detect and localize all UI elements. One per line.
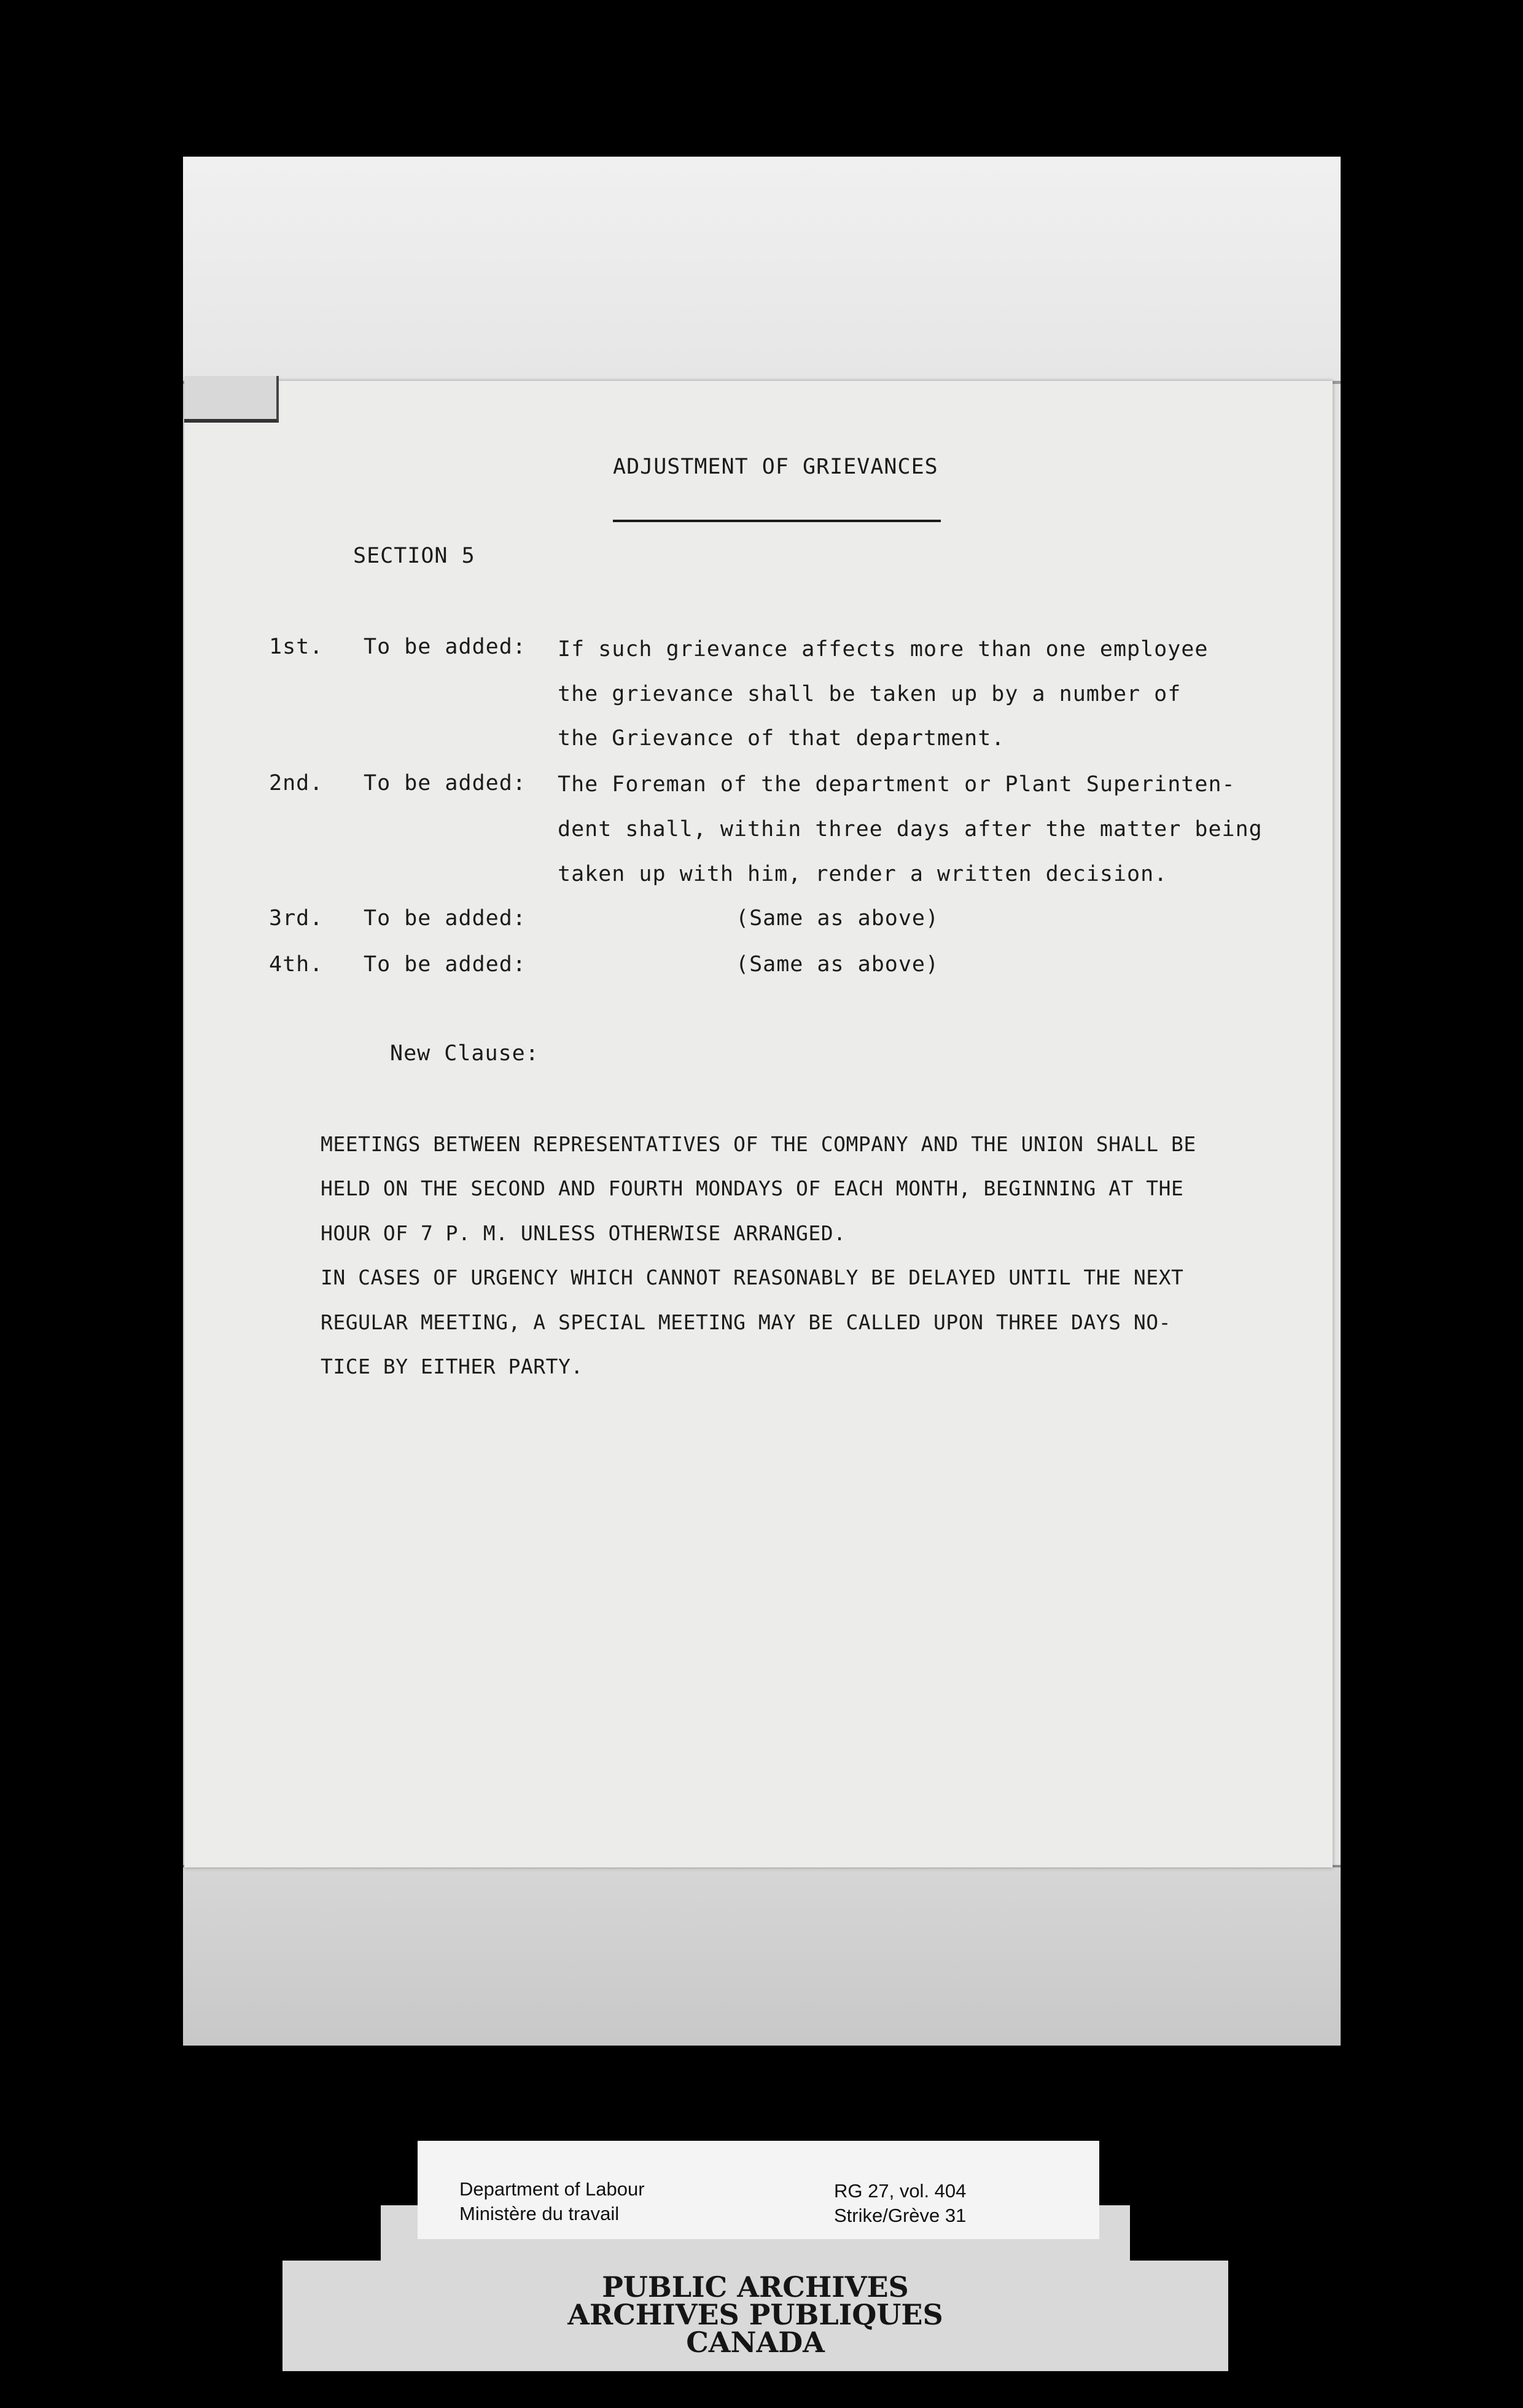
- clause-line: HOUR OF 7 P. M. UNLESS OTHERWISE ARRANGED.: [321, 1221, 846, 1245]
- clause-line: TICE BY EITHER PARTY.: [321, 1354, 583, 1378]
- item-label: To be added:: [364, 906, 526, 931]
- record-group-reference: RG 27, vol. 404: [834, 2180, 967, 2202]
- item-ordinal: 4th.: [269, 952, 324, 977]
- item-ordinal: 2nd.: [269, 771, 324, 796]
- stamp-line-canada: CANADA: [686, 2326, 825, 2359]
- clause-line: REGULAR MEETING, A SPECIAL MEETING MAY BE CALLED UPON THREE DAYS NO-: [321, 1310, 1172, 1334]
- item-label: To be added:: [364, 771, 526, 796]
- item-label: To be added:: [364, 952, 526, 977]
- clause-line: MEETINGS BETWEEN REPRESENTATIVES OF THE COMPANY AND THE UNION SHALL BE: [321, 1132, 1196, 1156]
- sheet-top-band: [183, 157, 1341, 384]
- item-text-line: The Foreman of the department or Plant Superinten-: [558, 772, 1236, 797]
- stamp-notch-left: [282, 2205, 381, 2261]
- strike-number: Strike/Grève 31: [834, 2205, 967, 2226]
- new-clause-heading: New Clause:: [390, 1041, 539, 1066]
- clause-line: IN CASES OF URGENCY WHICH CANNOT REASONABLY BE DELAYED UNTIL THE NEXT: [321, 1265, 1184, 1289]
- title-underline: [613, 520, 941, 522]
- department-en: Department of Labour: [459, 2178, 645, 2200]
- stamp-line-archives-publiques: ARCHIVES PUBLIQUES: [567, 2298, 943, 2331]
- item-text-line: taken up with him, render a written decision.: [558, 862, 1168, 886]
- item-ordinal: 3rd.: [269, 906, 324, 931]
- document-title: ADJUSTMENT OF GRIEVANCES: [613, 455, 938, 479]
- item-ordinal: 1st.: [269, 635, 324, 659]
- stamp-line-public-archives: PUBLIC ARCHIVES: [602, 2270, 909, 2304]
- paper-clip-tab: [184, 376, 279, 423]
- item-text-line: the grievance shall be taken up by a number of: [558, 682, 1182, 706]
- department-fr: Ministère du travail: [459, 2203, 620, 2224]
- section-heading: SECTION 5: [353, 544, 475, 568]
- clause-line: HELD ON THE SECOND AND FOURTH MONDAYS OF EACH MONTH, BEGINNING AT THE: [321, 1176, 1184, 1200]
- item-text-line: (Same as above): [736, 906, 940, 931]
- item-text-line: (Same as above): [736, 952, 940, 977]
- stamp-notch-right: [1130, 2205, 1228, 2261]
- item-label: To be added:: [364, 635, 526, 659]
- typed-page: [184, 381, 1333, 1867]
- item-text-line: dent shall, within three days after the matter being: [558, 817, 1263, 842]
- item-text-line: If such grievance affects more than one employee: [558, 637, 1209, 662]
- sheet-bottom-band: [183, 1865, 1341, 2046]
- item-text-line: the Grievance of that department.: [558, 726, 1005, 751]
